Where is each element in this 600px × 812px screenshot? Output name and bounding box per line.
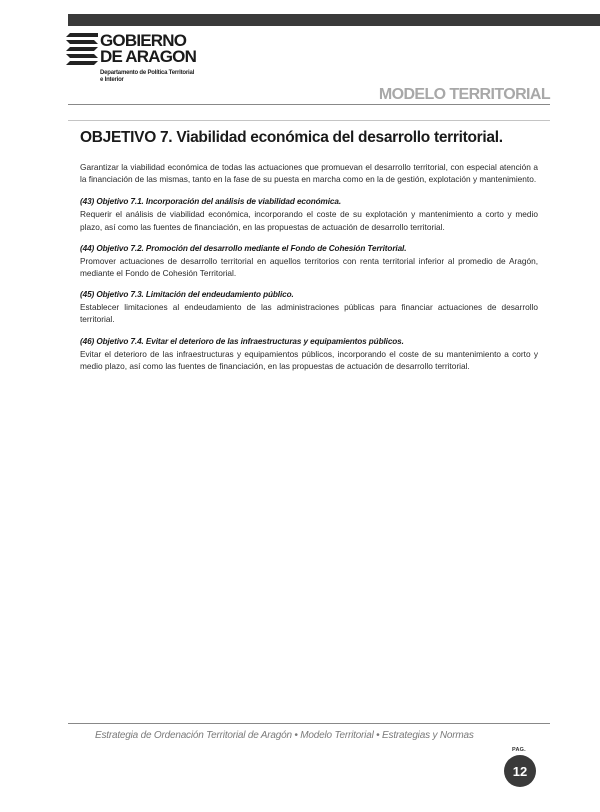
page-title: OBJETIVO 7. Viabilidad económica del desarrollo territorial.	[80, 129, 503, 146]
logo-subtitle	[100, 70, 194, 84]
objective-section	[80, 196, 538, 232]
header-divider	[68, 104, 550, 105]
main-content	[80, 128, 538, 382]
aragon-emblem-icon	[66, 33, 98, 65]
objective-body: Establecer limitaciones al endeudamiento de las administraciones públicas para financiar actuaciones de desarrollo territorial.	[80, 302, 538, 325]
logo-sub2: e Interior	[100, 77, 124, 83]
footer-text: Estrategia de Ordenación Territorial de Aragón • Modelo Territorial • Estrategias y Normas	[95, 730, 474, 741]
objective-title: (45) Objetivo 7.3. Limitación del endeudamiento público.	[80, 290, 294, 300]
page-label: PAG.	[512, 747, 526, 753]
footer-divider	[68, 723, 550, 724]
logo-line2: DE ARAGON	[100, 47, 197, 66]
gobierno-aragon-logo	[66, 33, 226, 93]
page-number: 12	[512, 763, 528, 779]
objective-title: (43) Objetivo 7.1. Incorporación del análisis de viabilidad económica.	[80, 197, 341, 207]
objective-body: Promover actuaciones de desarrollo territorial en aquellos territorios con renta territorial inferior al promedio de Aragón, mediante el Fondo de Cohesión Territorial.	[80, 255, 538, 279]
intro-paragraph: Garantizar la viabilidad económica de todas las actuaciones que promuevan el desarrollo territorial, con especial atención a la financiación de las mismas, tanto en la fase de su puesta en marcha como en la de gestión, explotación y mantenimiento.	[80, 162, 538, 185]
objective-section	[80, 289, 538, 325]
page-number-badge	[504, 755, 536, 787]
objective-section	[80, 243, 538, 279]
objective-body: Requerir el análisis de viabilidad económica, incorporando el coste de su explotación y mantenimiento a corto y medio plazo, así como las fuentes de financiación, en las propuestas de actuación de desarrollo territorial.	[80, 209, 538, 232]
logo-sub1: Departamento de Política Territorial	[100, 70, 195, 76]
objective-section	[80, 336, 538, 372]
header-divider-secondary	[68, 120, 550, 121]
objective-title: (44) Objetivo 7.2. Promoción del desarrollo mediante el Fondo de Cohesión Territorial.	[80, 243, 407, 253]
objective-title: (46) Objetivo 7.4. Evitar el deterioro de las infraestructuras y equipamientos públicos.	[80, 336, 404, 346]
top-bar	[68, 14, 600, 26]
objective-body: Evitar el deterioro de las infraestructuras y equipamientos públicos, incorporando el coste de su mantenimiento a corto y medio plazo, así como las fuentes de financiación, en las propuestas de actuación de desarrollo territorial.	[80, 348, 538, 371]
logo-line1: GOBIERNO	[100, 31, 187, 50]
section-header-title: MODELO TERRITORIAL	[378, 86, 550, 103]
